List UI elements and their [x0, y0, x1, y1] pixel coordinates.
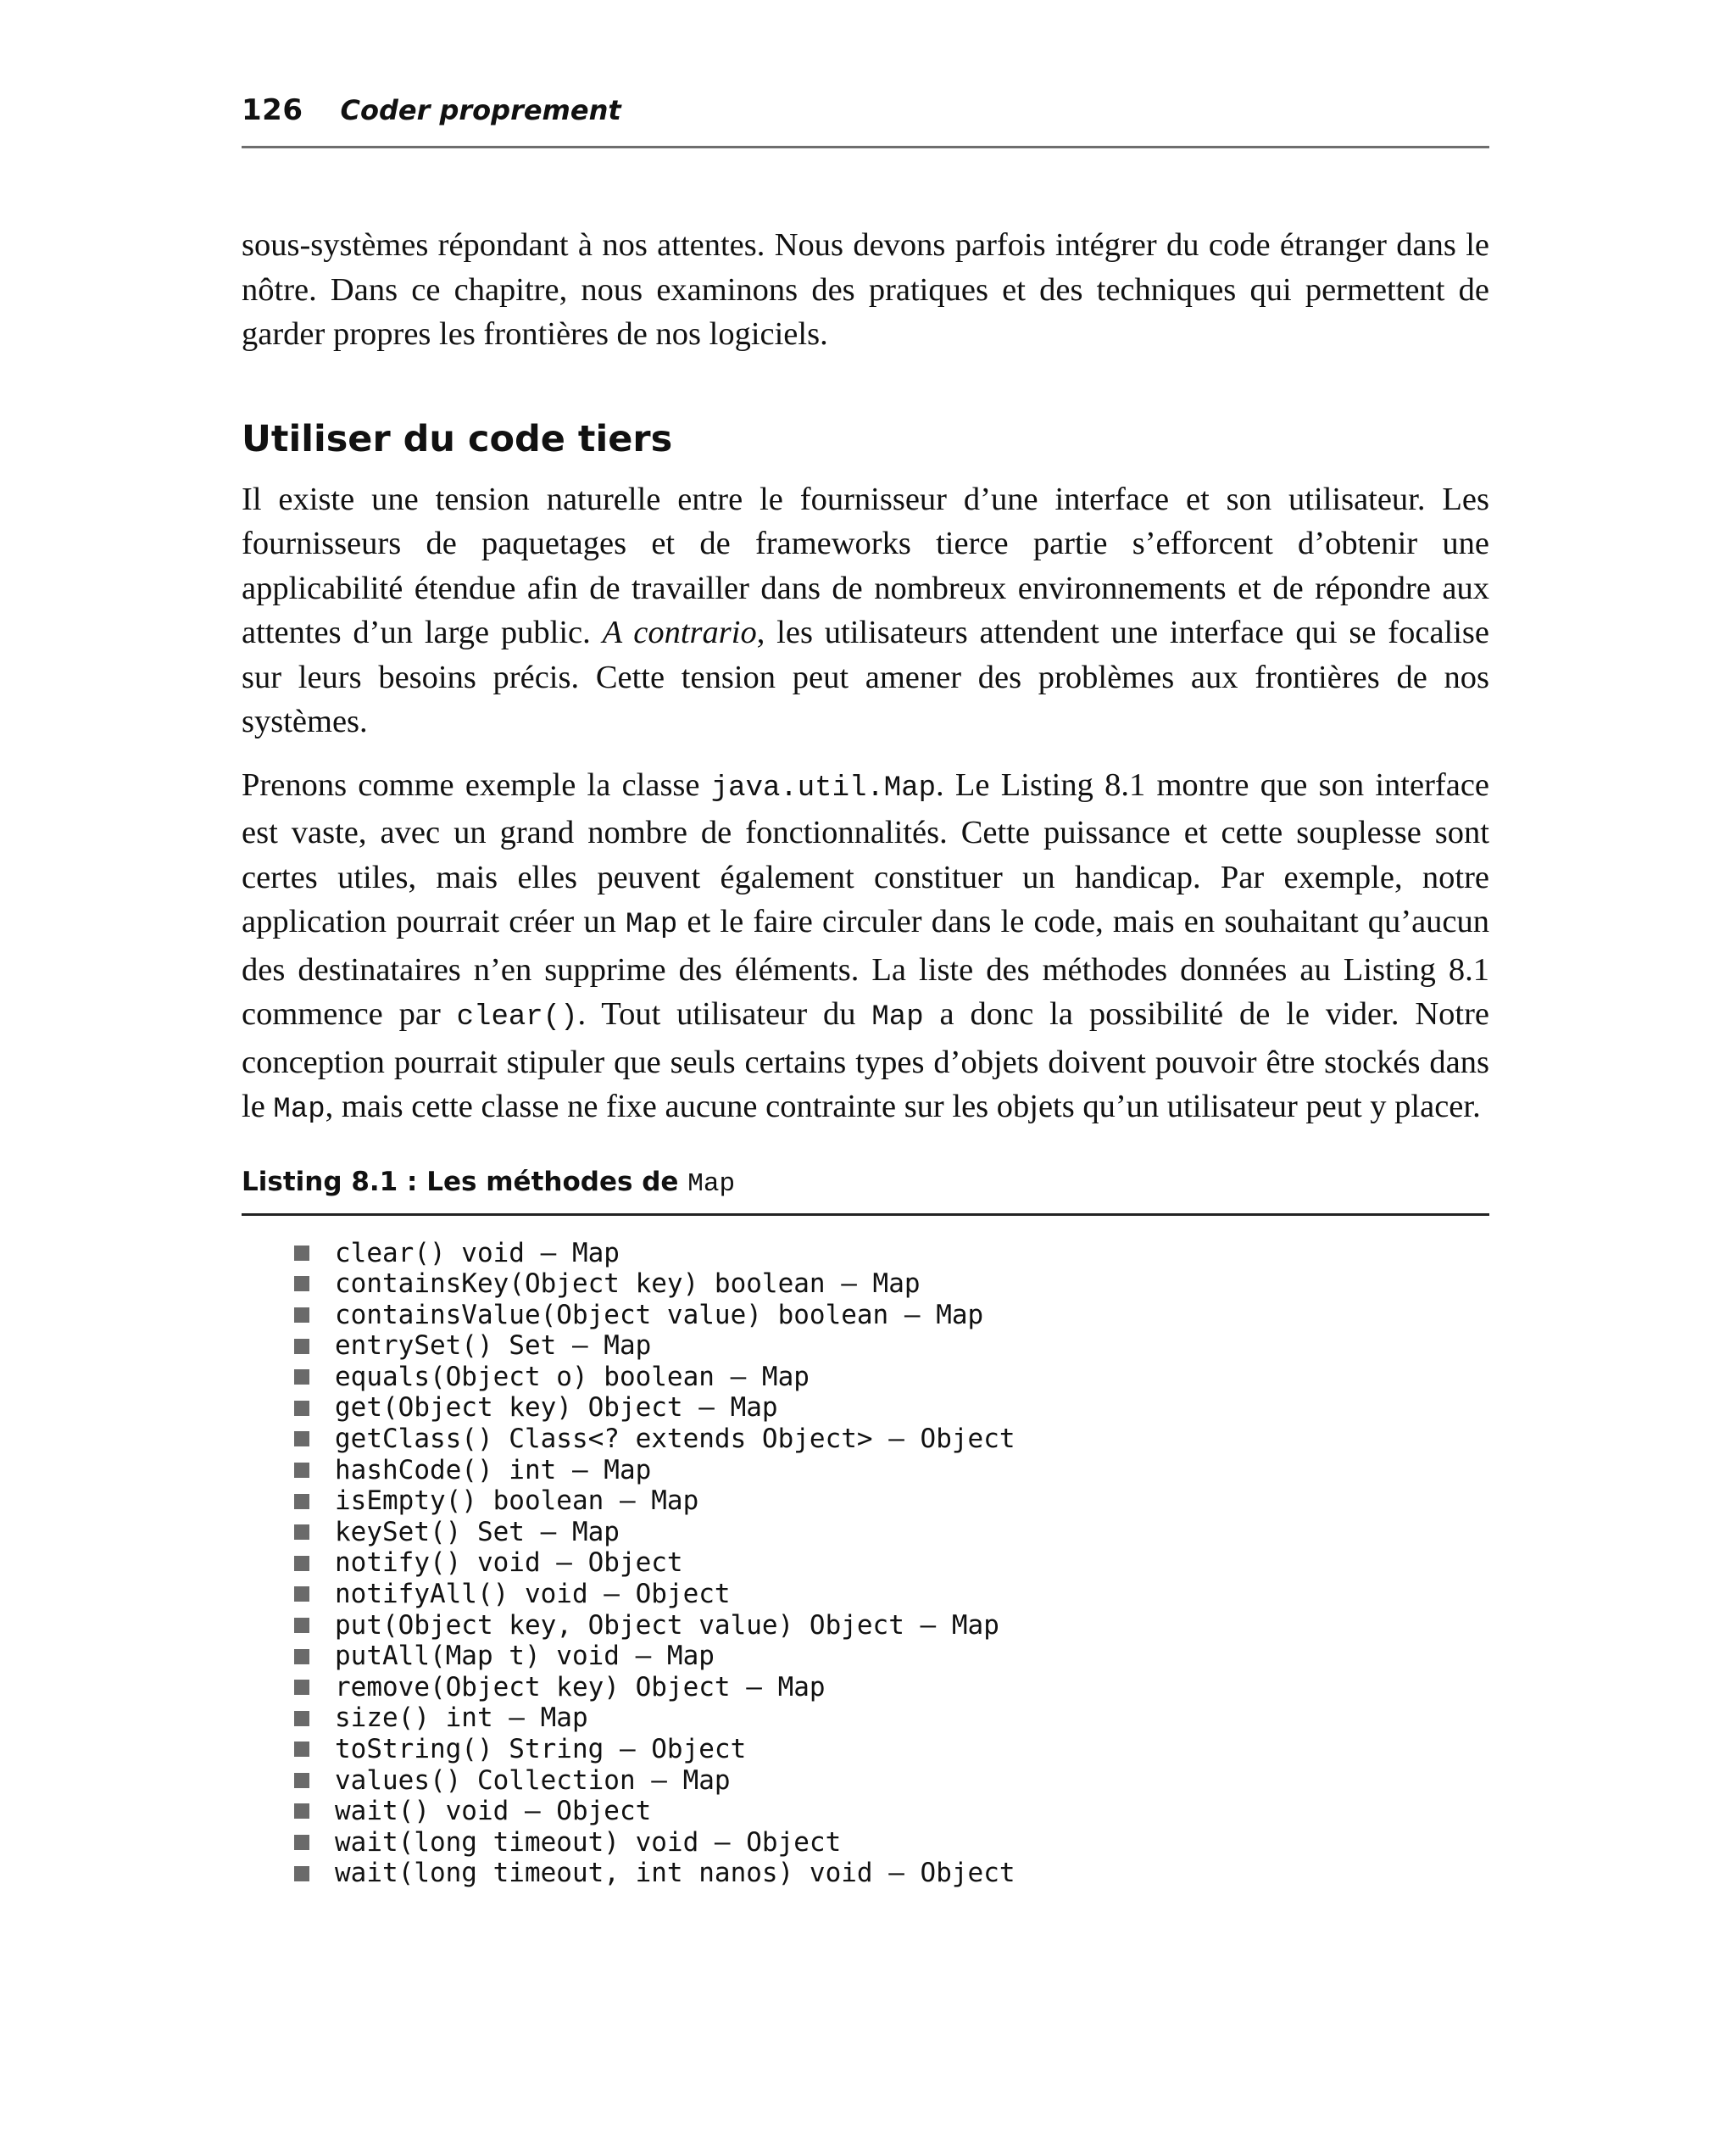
square-bullet-icon [294, 1339, 309, 1354]
running-head [242, 93, 1489, 148]
square-bullet-icon [294, 1246, 309, 1261]
method-list-item [294, 1362, 1489, 1393]
method-signature: hashCode() int – Map [335, 1454, 652, 1485]
square-bullet-icon [294, 1618, 309, 1633]
paragraph-text: Prenons comme exemple la classe [242, 766, 711, 803]
method-signature: wait(long timeout, int nanos) void – Object [335, 1858, 1015, 1889]
paragraph-text: . Le Listing 8.1 montre que son interface est vaste, avec un grand nombre de fonctionnalités. Cette puissance et cette souplesse sont certes utiles, mais elles peuvent également constituer un handicap. Par exemple, notre application pourrait créer un [242, 766, 1489, 939]
inline-code: clear() [456, 1001, 578, 1034]
method-list-item [294, 1455, 1489, 1486]
method-list [242, 1238, 1489, 1889]
square-bullet-icon [294, 1276, 309, 1291]
square-bullet-icon [294, 1463, 309, 1478]
square-bullet-icon [294, 1307, 309, 1323]
page-number: 126 [242, 93, 303, 127]
square-bullet-icon [294, 1369, 309, 1385]
paragraph-tension [242, 477, 1489, 744]
method-signature: remove(Object key) Object – Map [335, 1671, 826, 1703]
square-bullet-icon [294, 1431, 309, 1446]
method-list-item [294, 1517, 1489, 1548]
method-list-item [294, 1424, 1489, 1455]
method-signature: equals(Object o) boolean – Map [335, 1361, 810, 1392]
method-list-item [294, 1641, 1489, 1672]
method-list-item [294, 1672, 1489, 1703]
method-signature: notifyAll() void – Object [335, 1579, 731, 1610]
method-list-item [294, 1796, 1489, 1827]
section-heading: Utiliser du code tiers [242, 417, 673, 460]
square-bullet-icon [294, 1649, 309, 1664]
method-list-item [294, 1238, 1489, 1269]
method-signature: wait() void – Object [335, 1796, 652, 1827]
method-signature: wait(long timeout) void – Object [335, 1826, 842, 1858]
listing-caption [242, 1165, 1489, 1216]
method-list-item [294, 1579, 1489, 1610]
listing-caption-code: Map [687, 1168, 736, 1199]
method-list-item [294, 1765, 1489, 1797]
square-bullet-icon [294, 1524, 309, 1540]
paragraph-text: Il existe une tension naturelle entre le fournisseur d’une interface et son utilisateur. Les fournisseurs de paquetages et de frameworks tierce partie s’efforcent d’obtenir une applicabilité étendue afin de travailler dans de nombreux environnements et de répondre aux attentes d’un large public. [242, 481, 1489, 650]
method-list-item [294, 1485, 1489, 1517]
square-bullet-icon [294, 1711, 309, 1726]
method-signature: putAll(Map t) void – Map [335, 1641, 715, 1672]
method-signature: notify() void – Object [335, 1547, 683, 1579]
method-signature: keySet() Set – Map [335, 1516, 620, 1547]
method-list-item [294, 1827, 1489, 1859]
inline-code: Map [871, 1001, 924, 1034]
inline-code: java.util.Map [710, 772, 937, 805]
method-signature: containsKey(Object key) boolean – Map [335, 1268, 921, 1300]
italic-phrase: A contrario [602, 615, 757, 650]
method-list-item [294, 1300, 1489, 1331]
inline-code: Map [626, 909, 678, 941]
inline-code: Map [273, 1094, 326, 1126]
method-list-item [294, 1734, 1489, 1765]
method-list-item [294, 1268, 1489, 1300]
paragraph-text: et le faire circuler dans le code, mais en souhaitant qu’aucun des destinataires n’en supprime des éléments. La liste des méthodes données au Listing 8.1 commence par [242, 904, 1489, 1032]
method-signature: put(Object key, Object value) Object – Map [335, 1609, 999, 1641]
square-bullet-icon [294, 1742, 309, 1757]
paragraph-map-example [242, 763, 1489, 1133]
method-list-item [294, 1330, 1489, 1362]
method-list-item [294, 1858, 1489, 1889]
method-signature: getClass() Class<? extends Object> – Object [335, 1424, 1015, 1455]
paragraph-text: , mais cette classe ne fixe aucune contrainte sur les objets qu’un utilisateur peut y placer. [325, 1089, 1481, 1124]
method-signature: values() Collection – Map [335, 1764, 731, 1796]
square-bullet-icon [294, 1680, 309, 1695]
method-signature: size() int – Map [335, 1703, 588, 1734]
square-bullet-icon [294, 1556, 309, 1571]
method-list-item [294, 1547, 1489, 1579]
method-signature: containsValue(Object value) boolean – Map [335, 1299, 984, 1330]
book-page [242, 93, 1489, 1889]
method-list-item [294, 1703, 1489, 1734]
method-list-item [294, 1392, 1489, 1424]
method-signature: isEmpty() boolean – Map [335, 1485, 699, 1517]
square-bullet-icon [294, 1773, 309, 1788]
paragraph-text: . Tout utilisateur du [577, 996, 872, 1032]
square-bullet-icon [294, 1401, 309, 1416]
square-bullet-icon [294, 1494, 309, 1509]
method-signature: entrySet() Set – Map [335, 1330, 652, 1362]
square-bullet-icon [294, 1803, 309, 1819]
square-bullet-icon [294, 1866, 309, 1881]
method-list-item [294, 1610, 1489, 1641]
square-bullet-icon [294, 1835, 309, 1850]
intro-paragraph: sous-systèmes répondant à nos attentes. Nous devons parfois intégrer du code étranger dans le nôtre. Dans ce chapitre, nous examinons des pratiques et des techniques qui permettent de garder propres les frontières de nos logiciels. [242, 227, 1489, 352]
method-signature: toString() String – Object [335, 1734, 747, 1764]
paragraph-text: a donc la possibilité de le vider. Notre conception pourrait stipuler que seuls certains types d’objets doivent pouvoir être stockés dans le [242, 996, 1490, 1124]
listing-caption-text: Listing 8.1 : Les méthodes de [242, 1166, 688, 1197]
method-signature: get(Object key) Object – Map [335, 1392, 778, 1424]
paragraph-text: , les utilisateurs attendent une interface qui se focalise sur leurs besoins précis. Cette tension peut amener des problèmes aux frontières de nos systèmes. [242, 615, 1489, 739]
book-title: Coder proprement [340, 94, 621, 126]
square-bullet-icon [294, 1586, 309, 1602]
method-signature: clear() void – Map [335, 1237, 620, 1268]
